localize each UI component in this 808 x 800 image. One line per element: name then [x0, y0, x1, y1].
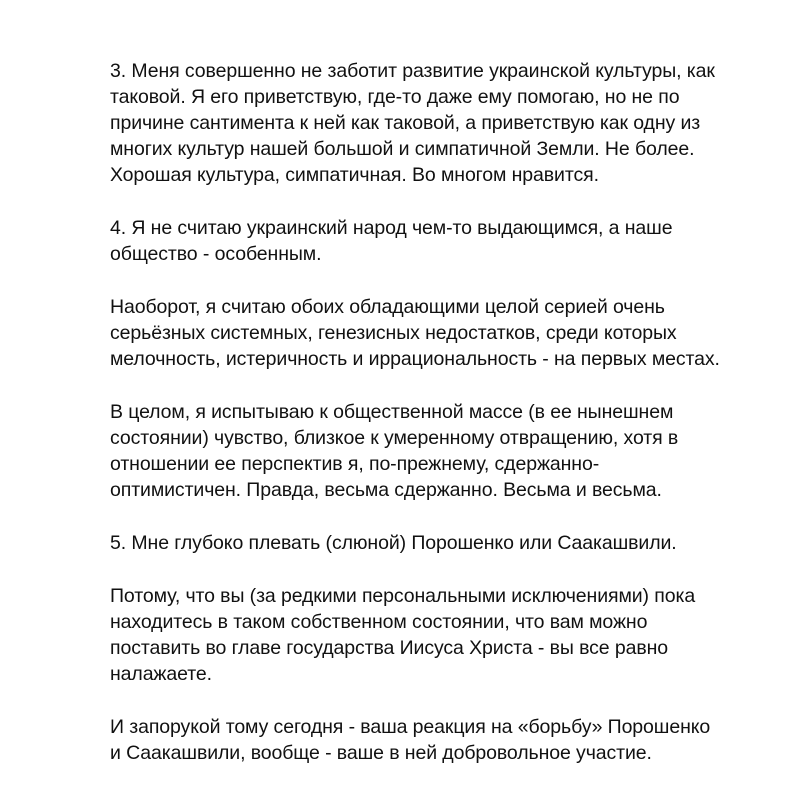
paragraph-line: поставить во главе государства Иисуса Христа - вы все равно [110, 637, 669, 659]
paragraph-5 [110, 530, 712, 556]
paragraph-line: причине сантимента к ней как таковой, а приветствую как одну из [110, 112, 701, 134]
paragraph-2 [110, 215, 712, 267]
paragraph-line: Хорошая культура, симпатичная. Во многом нравится. [110, 164, 599, 186]
paragraph-6 [110, 583, 712, 687]
paragraph-line: 4. Я не считаю украинский народ чем-то выдающимся, а наше [110, 217, 673, 239]
paragraph-line: В целом, я испытываю к общественной массе (в ее нынешнем [110, 401, 674, 423]
paragraph-line: Наоборот, я считаю обоих обладающими целой серией очень [110, 296, 665, 318]
paragraph-line: серьёзных системных, генезисных недостатков, среди которых [110, 322, 677, 344]
paragraph-line: И запорукой тому сегодня - ваша реакция на «борьбу» Порошенко [110, 716, 711, 738]
paragraph-line: оптимистичен. Правда, весьма сдержанно. Весьма и весьма. [110, 479, 662, 501]
paragraph-line: таковой. Я его приветствую, где-то даже ему помогаю, но не по [110, 86, 680, 108]
paragraph-line: налажаете. [110, 663, 212, 685]
paragraph-line: находитесь в таком собственном состоянии, что вам можно [110, 611, 648, 633]
paragraph-1 [110, 58, 715, 188]
paragraph-line: общество - особенным. [110, 243, 322, 265]
paragraph-4 [110, 399, 712, 503]
paragraph-line: 3. Меня совершенно не заботит развитие украинской культуры, как [110, 60, 715, 82]
paragraph-7 [110, 714, 712, 766]
paragraph-line: 5. Мне глубоко плевать (слюной) Порошенко или Саакашвили. [110, 532, 677, 554]
paragraph-line: состоянии) чувство, близкое к умеренному отвращению, хотя в [110, 427, 679, 449]
paragraph-line: и Саакашвили, вообще - ваше в ней добровольное участие. [110, 742, 652, 764]
paragraph-line: отношении ее перспектив я, по-прежнему, сдержанно- [110, 453, 600, 475]
paragraph-line: многих культур нашей большой и симпатичной Земли. Не более. [110, 138, 695, 160]
paragraph-line: мелочность, истеричность и иррациональность - на первых местах. [110, 348, 720, 370]
paragraph-3 [110, 294, 720, 372]
paragraph-line: Потому, что вы (за редкими персональными исключениями) пока [110, 585, 696, 607]
